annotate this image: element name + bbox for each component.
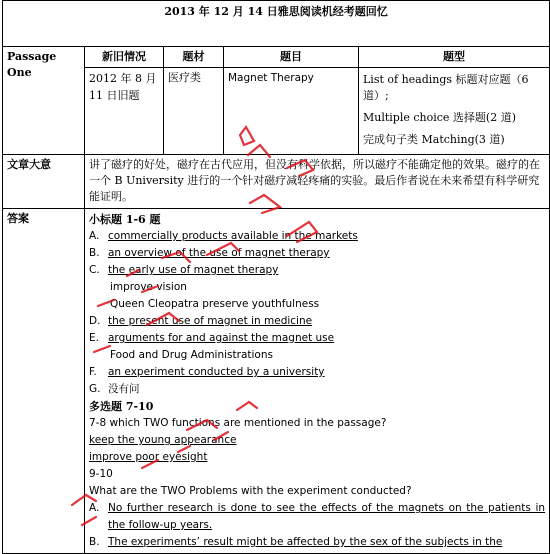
section-heading: 小标题 1-6 题 <box>89 213 161 226</box>
question-text: What are the TWO Problems with the experiment conducted? <box>89 485 412 497</box>
list-item: B. The experiments’ result might be affected by the sex of the subjects in the <box>89 536 503 548</box>
status-column <box>85 47 164 155</box>
exam-recall-table <box>2 0 550 554</box>
list-item: E. arguments for and against the magnet use <box>89 332 335 344</box>
list-item: A. commercially products available in the markets <box>89 230 358 242</box>
document-page <box>2 0 549 548</box>
answers-block <box>85 209 550 554</box>
list-item: G. 没有问 <box>89 383 140 395</box>
sub-item: Queen Cleopatra preserve youthfulness <box>110 298 320 310</box>
type-item: Multiple choice 选择题(2 道) <box>363 111 517 124</box>
list-item: D. the present use of magnet in medicine <box>89 315 313 327</box>
subject-header: 题目 <box>224 47 358 68</box>
topic-value: 医疗类 <box>168 71 201 84</box>
sub-item: improve vision <box>110 281 187 293</box>
summary-text: 讲了磁疗的好处，磁疗在古代应用，但没有科学依据，所以磁疗不能确定他的效果。磁疗的在一个 B University 进行的一个针对磁疗减轻疼痛的实验。最后作者说在未来希望有科学研究能证明。 <box>85 155 550 209</box>
topic-header: 题材 <box>164 47 223 68</box>
question-number: 9-10 <box>89 468 113 480</box>
question-types-column <box>359 47 550 155</box>
question-types-list <box>359 68 549 148</box>
types-header: 题型 <box>359 47 549 68</box>
answer-line: keep the young appearance <box>89 434 237 446</box>
subject-column <box>224 47 359 155</box>
section-heading: 多选题 7-10 <box>89 400 154 413</box>
type-item: List of headings 标题对应题（6 道）; <box>363 73 529 102</box>
list-item: B. an overview of the use of magnet therapy <box>89 247 330 259</box>
answer-label: 答案 <box>3 209 85 554</box>
passage-label: Passage One <box>3 47 85 155</box>
question-text: 7-8 which TWO functions are mentioned in the passage? <box>89 417 387 429</box>
sub-item: Food and Drug Administrations <box>110 349 273 361</box>
list-item: F. an experiment conducted by a university <box>89 366 325 378</box>
list-item: A. No further research is done to see the effects of the magnets on the patients in the follow-up years. <box>89 502 546 531</box>
list-item: C. the early use of magnet therapy <box>89 264 279 276</box>
document-title: 2013 年 12 月 14 日雅思阅读机经考题回忆 <box>3 1 550 47</box>
status-header: 新旧情况 <box>85 47 163 68</box>
summary-label: 文章大意 <box>3 155 85 209</box>
status-value: 2012 年 8 月 11 日旧题 <box>89 72 157 102</box>
subject-value: Magnet Therapy <box>228 72 314 84</box>
answer-line: improve poor eyesight <box>89 451 208 463</box>
topic-column <box>164 47 224 155</box>
type-item: 完成句子类 Matching(3 道) <box>363 133 505 146</box>
